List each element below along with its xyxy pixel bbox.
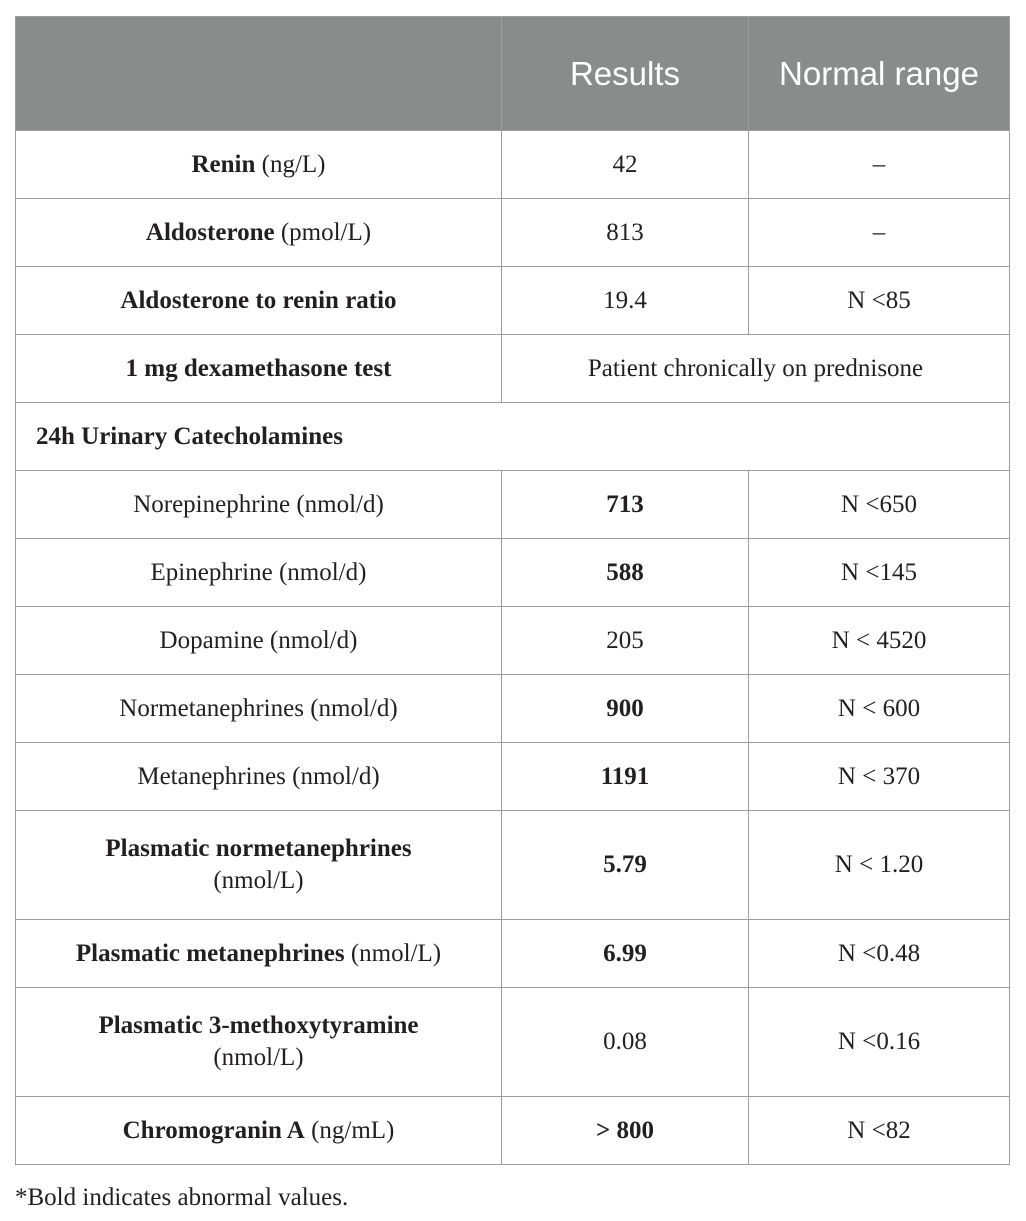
row-range: – (749, 199, 1010, 267)
table-row (16, 675, 1010, 743)
row-range: N <0.48 (749, 920, 1010, 988)
row-label: Epinephrine (nmol/d) (16, 539, 502, 607)
table-row (16, 1097, 1010, 1165)
row-label: Renin (ng/L) (16, 131, 502, 199)
row-range: N < 1.20 (749, 811, 1010, 920)
table-row (16, 743, 1010, 811)
table-row (16, 811, 1010, 920)
row-result: 19.4 (502, 267, 749, 335)
row-label: Aldosterone (pmol/L) (16, 199, 502, 267)
section-row (16, 403, 1010, 471)
table-row (16, 471, 1010, 539)
row-label: Dopamine (nmol/d) (16, 607, 502, 675)
row-range: N <145 (749, 539, 1010, 607)
row-result: 5.79 (502, 811, 749, 920)
row-result: 1191 (502, 743, 749, 811)
row-result: 6.99 (502, 920, 749, 988)
row-result: 42 (502, 131, 749, 199)
row-range: N < 370 (749, 743, 1010, 811)
header-row (16, 17, 1010, 131)
row-label: Plasmatic metanephrines (nmol/L) (16, 920, 502, 988)
row-range: N <0.16 (749, 988, 1010, 1097)
table-row (16, 131, 1010, 199)
row-range: N <650 (749, 471, 1010, 539)
row-label: Aldosterone to renin ratio (16, 267, 502, 335)
row-result: 588 (502, 539, 749, 607)
row-label: Plasmatic normetanephrines (nmol/L) (16, 811, 502, 920)
row-result: 900 (502, 675, 749, 743)
row-label: Metanephrines (nmol/d) (16, 743, 502, 811)
table-row (16, 267, 1010, 335)
row-result: > 800 (502, 1097, 749, 1165)
table-row (16, 539, 1010, 607)
row-label: Plasmatic 3-methoxytyramine (nmol/L) (16, 988, 502, 1097)
row-range: N < 600 (749, 675, 1010, 743)
row-result: 205 (502, 607, 749, 675)
table-row (16, 607, 1010, 675)
header-test (16, 17, 502, 131)
table-footnote: *Bold indicates abnormal values. (15, 1184, 349, 1211)
table-row (16, 199, 1010, 267)
row-label: Chromogranin A (ng/mL) (16, 1097, 502, 1165)
row-range: N < 4520 (749, 607, 1010, 675)
lab-results-table (15, 16, 1010, 1165)
table-row (16, 335, 1010, 403)
section-empty (502, 403, 1010, 471)
section-label: 24h Urinary Catecholamines (16, 403, 502, 471)
row-label: Norepinephrine (nmol/d) (16, 471, 502, 539)
table-row (16, 920, 1010, 988)
row-label: 1 mg dexamethasone test (16, 335, 502, 403)
row-range: N <85 (749, 267, 1010, 335)
row-result: 713 (502, 471, 749, 539)
row-result-spanning: Patient chronically on prednisone (502, 335, 1010, 403)
row-label: Normetanephrines (nmol/d) (16, 675, 502, 743)
header-normal-range: Normal range (749, 17, 1010, 131)
row-result: 0.08 (502, 988, 749, 1097)
row-range: N <82 (749, 1097, 1010, 1165)
row-result: 813 (502, 199, 749, 267)
table-row (16, 988, 1010, 1097)
header-results: Results (502, 17, 749, 131)
row-range: – (749, 131, 1010, 199)
